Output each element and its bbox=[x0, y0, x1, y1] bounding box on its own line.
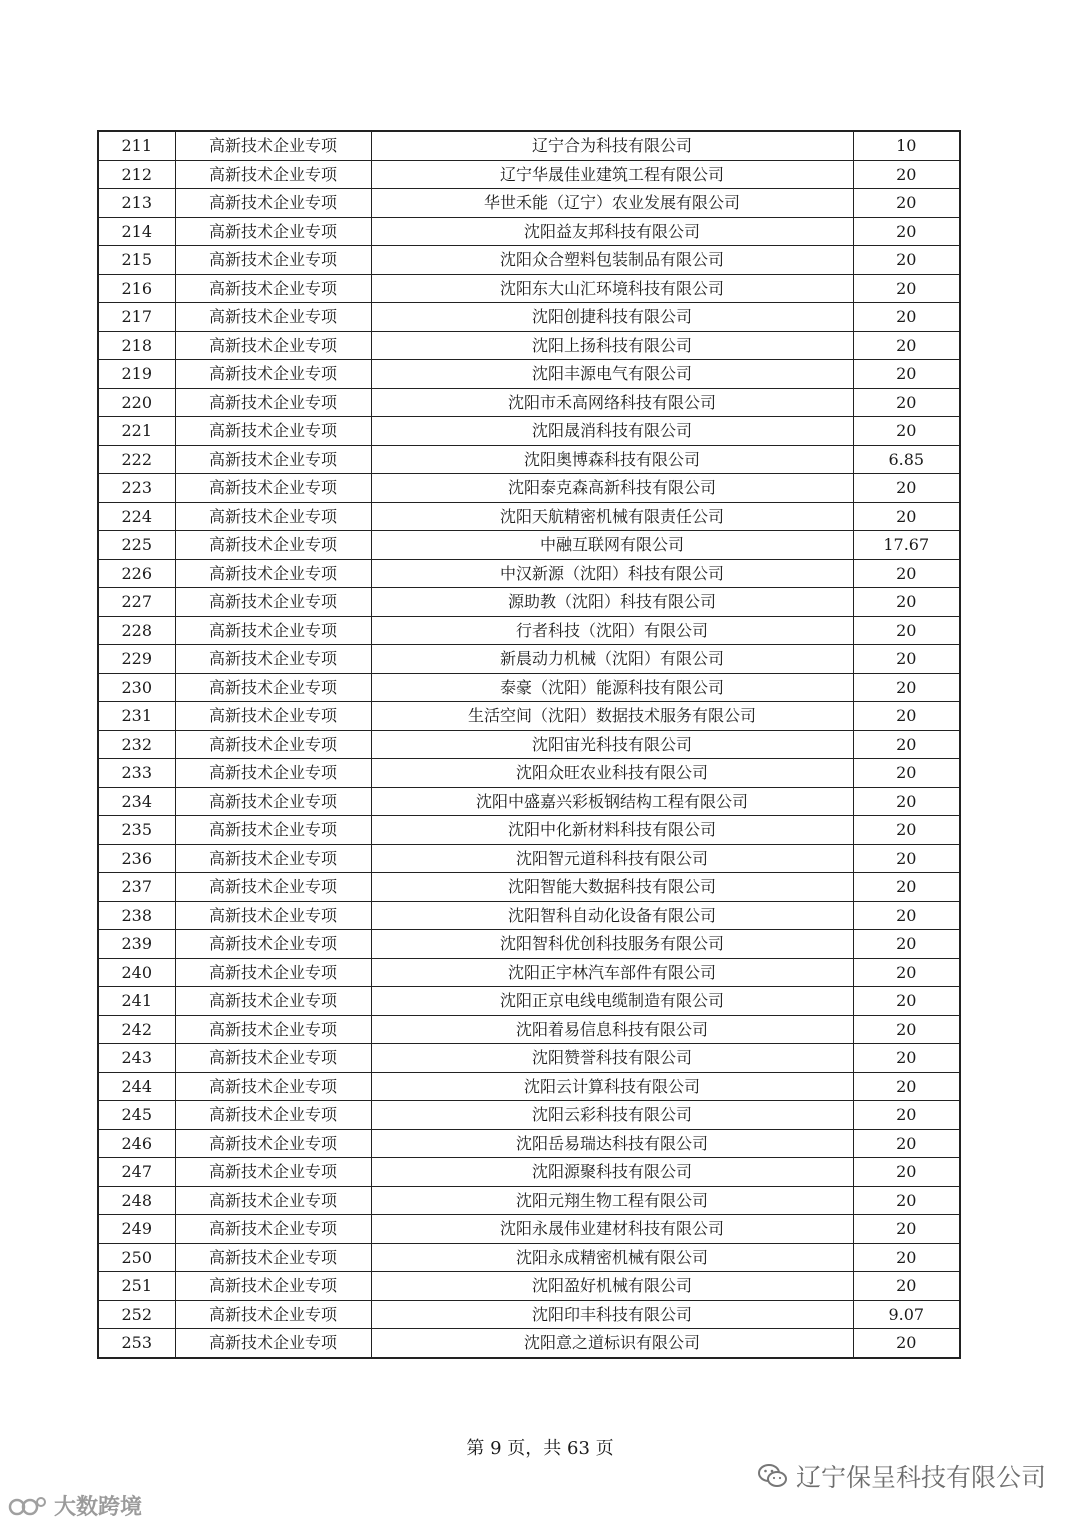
cell-row-number: 232 bbox=[98, 730, 175, 759]
cell-category: 高新技术企业专项 bbox=[175, 930, 371, 959]
cell-category: 高新技术企业专项 bbox=[175, 844, 371, 873]
cell-row-number: 221 bbox=[98, 417, 175, 446]
corner-watermark-text: 大数跨境 bbox=[54, 1495, 143, 1520]
table-row bbox=[98, 1215, 960, 1244]
cell-row-number: 238 bbox=[98, 901, 175, 930]
grant-list-table bbox=[97, 130, 961, 1359]
cell-amount: 20 bbox=[853, 1101, 960, 1130]
table-row bbox=[98, 930, 960, 959]
wechat-account-watermark bbox=[758, 1458, 1046, 1494]
cell-company-name: 中融互联网有限公司 bbox=[371, 531, 853, 560]
cell-company-name: 沈阳着易信息科技有限公司 bbox=[371, 1015, 853, 1044]
cell-company-name: 沈阳丰源电气有限公司 bbox=[371, 360, 853, 389]
cell-category: 高新技术企业专项 bbox=[175, 445, 371, 474]
cell-company-name: 沈阳众合塑料包装制品有限公司 bbox=[371, 246, 853, 275]
table-row bbox=[98, 1300, 960, 1329]
table-row bbox=[98, 1129, 960, 1158]
cell-category: 高新技术企业专项 bbox=[175, 474, 371, 503]
cell-row-number: 233 bbox=[98, 759, 175, 788]
cell-row-number: 244 bbox=[98, 1072, 175, 1101]
cell-company-name: 沈阳中化新材料科技有限公司 bbox=[371, 816, 853, 845]
table-row bbox=[98, 1243, 960, 1272]
table-row bbox=[98, 189, 960, 218]
cell-row-number: 216 bbox=[98, 274, 175, 303]
cell-amount: 20 bbox=[853, 901, 960, 930]
cell-company-name: 沈阳赞誉科技有限公司 bbox=[371, 1044, 853, 1073]
table-row bbox=[98, 673, 960, 702]
cell-category: 高新技术企业专项 bbox=[175, 502, 371, 531]
table-row bbox=[98, 1044, 960, 1073]
cell-company-name: 沈阳晟消科技有限公司 bbox=[371, 417, 853, 446]
cell-company-name: 沈阳云计算科技有限公司 bbox=[371, 1072, 853, 1101]
cell-amount: 20 bbox=[853, 417, 960, 446]
table-row bbox=[98, 1329, 960, 1358]
cell-row-number: 253 bbox=[98, 1329, 175, 1358]
page-number-footer: 第 9 页，共 63 页 bbox=[466, 1438, 614, 1459]
cell-row-number: 229 bbox=[98, 645, 175, 674]
cell-row-number: 237 bbox=[98, 873, 175, 902]
cell-category: 高新技术企业专项 bbox=[175, 531, 371, 560]
cell-company-name: 生活空间（沈阳）数据技术服务有限公司 bbox=[371, 702, 853, 731]
cell-amount: 20 bbox=[853, 274, 960, 303]
cell-category: 高新技术企业专项 bbox=[175, 1158, 371, 1187]
table-row bbox=[98, 588, 960, 617]
cell-category: 高新技术企业专项 bbox=[175, 616, 371, 645]
cell-company-name: 沈阳创捷科技有限公司 bbox=[371, 303, 853, 332]
table-row bbox=[98, 645, 960, 674]
cell-amount: 20 bbox=[853, 816, 960, 845]
table-row bbox=[98, 616, 960, 645]
cell-row-number: 220 bbox=[98, 388, 175, 417]
cell-category: 高新技术企业专项 bbox=[175, 958, 371, 987]
cell-row-number: 222 bbox=[98, 445, 175, 474]
cell-amount: 20 bbox=[853, 331, 960, 360]
cell-amount: 20 bbox=[853, 1129, 960, 1158]
cell-company-name: 辽宁华晟佳业建筑工程有限公司 bbox=[371, 160, 853, 189]
cell-row-number: 217 bbox=[98, 303, 175, 332]
cell-category: 高新技术企业专项 bbox=[175, 1015, 371, 1044]
cell-category: 高新技术企业专项 bbox=[175, 673, 371, 702]
cell-amount: 20 bbox=[853, 1215, 960, 1244]
table-row bbox=[98, 274, 960, 303]
cell-category: 高新技术企业专项 bbox=[175, 1101, 371, 1130]
cell-amount: 20 bbox=[853, 1329, 960, 1358]
brand-logo-icon bbox=[8, 1493, 48, 1519]
cell-company-name: 沈阳天航精密机械有限责任公司 bbox=[371, 502, 853, 531]
table-row bbox=[98, 388, 960, 417]
cell-row-number: 213 bbox=[98, 189, 175, 218]
cell-row-number: 212 bbox=[98, 160, 175, 189]
cell-category: 高新技术企业专项 bbox=[175, 274, 371, 303]
cell-company-name: 泰豪（沈阳）能源科技有限公司 bbox=[371, 673, 853, 702]
cell-row-number: 235 bbox=[98, 816, 175, 845]
cell-row-number: 239 bbox=[98, 930, 175, 959]
cell-company-name: 沈阳源聚科技有限公司 bbox=[371, 1158, 853, 1187]
cell-row-number: 223 bbox=[98, 474, 175, 503]
cell-amount: 20 bbox=[853, 958, 960, 987]
cell-company-name: 沈阳智科自动化设备有限公司 bbox=[371, 901, 853, 930]
cell-row-number: 224 bbox=[98, 502, 175, 531]
cell-company-name: 华世禾能（辽宁）农业发展有限公司 bbox=[371, 189, 853, 218]
cell-row-number: 231 bbox=[98, 702, 175, 731]
table-row bbox=[98, 303, 960, 332]
cell-row-number: 225 bbox=[98, 531, 175, 560]
wechat-icon bbox=[758, 1463, 788, 1489]
cell-row-number: 245 bbox=[98, 1101, 175, 1130]
cell-amount: 20 bbox=[853, 1158, 960, 1187]
cell-amount: 20 bbox=[853, 303, 960, 332]
cell-category: 高新技术企业专项 bbox=[175, 1243, 371, 1272]
cell-category: 高新技术企业专项 bbox=[175, 1129, 371, 1158]
cell-amount: 20 bbox=[853, 559, 960, 588]
cell-amount: 20 bbox=[853, 1186, 960, 1215]
cell-category: 高新技术企业专项 bbox=[175, 360, 371, 389]
cell-amount: 20 bbox=[853, 616, 960, 645]
cell-amount: 20 bbox=[853, 759, 960, 788]
wechat-account-name: 辽宁保呈科技有限公司 bbox=[795, 1463, 1046, 1492]
cell-row-number: 246 bbox=[98, 1129, 175, 1158]
cell-company-name: 行者科技（沈阳）有限公司 bbox=[371, 616, 853, 645]
cell-company-name: 沈阳意之道标识有限公司 bbox=[371, 1329, 853, 1358]
table-row bbox=[98, 531, 960, 560]
cell-category: 高新技术企业专项 bbox=[175, 759, 371, 788]
cell-amount: 20 bbox=[853, 673, 960, 702]
cell-amount: 20 bbox=[853, 160, 960, 189]
cell-category: 高新技术企业专项 bbox=[175, 189, 371, 218]
cell-company-name: 沈阳宙光科技有限公司 bbox=[371, 730, 853, 759]
cell-company-name: 沈阳云彩科技有限公司 bbox=[371, 1101, 853, 1130]
cell-company-name: 新晨动力机械（沈阳）有限公司 bbox=[371, 645, 853, 674]
cell-category: 高新技术企业专项 bbox=[175, 1072, 371, 1101]
cell-category: 高新技术企业专项 bbox=[175, 160, 371, 189]
cell-category: 高新技术企业专项 bbox=[175, 388, 371, 417]
cell-company-name: 沈阳市禾高网络科技有限公司 bbox=[371, 388, 853, 417]
cell-category: 高新技术企业专项 bbox=[175, 787, 371, 816]
cell-row-number: 227 bbox=[98, 588, 175, 617]
table-row bbox=[98, 816, 960, 845]
cell-amount: 20 bbox=[853, 217, 960, 246]
cell-amount: 20 bbox=[853, 360, 960, 389]
table-row bbox=[98, 958, 960, 987]
table-row bbox=[98, 360, 960, 389]
table-row bbox=[98, 873, 960, 902]
table-row bbox=[98, 1186, 960, 1215]
table-row bbox=[98, 702, 960, 731]
table-row bbox=[98, 844, 960, 873]
cell-amount: 20 bbox=[853, 388, 960, 417]
cell-company-name: 沈阳智科优创科技服务有限公司 bbox=[371, 930, 853, 959]
cell-company-name: 沈阳元翔生物工程有限公司 bbox=[371, 1186, 853, 1215]
cell-amount: 17.67 bbox=[853, 531, 960, 560]
cell-row-number: 248 bbox=[98, 1186, 175, 1215]
cell-amount: 20 bbox=[853, 702, 960, 731]
cell-category: 高新技术企业专项 bbox=[175, 331, 371, 360]
cell-category: 高新技术企业专项 bbox=[175, 1272, 371, 1301]
cell-amount: 20 bbox=[853, 1272, 960, 1301]
cell-company-name: 中汉新源（沈阳）科技有限公司 bbox=[371, 559, 853, 588]
cell-company-name: 沈阳正宇林汽车部件有限公司 bbox=[371, 958, 853, 987]
table-row bbox=[98, 1158, 960, 1187]
cell-row-number: 236 bbox=[98, 844, 175, 873]
table-row bbox=[98, 1272, 960, 1301]
table-row bbox=[98, 1072, 960, 1101]
cell-company-name: 沈阳永晟伟业建材科技有限公司 bbox=[371, 1215, 853, 1244]
cell-company-name: 沈阳永成精密机械有限公司 bbox=[371, 1243, 853, 1272]
cell-amount: 20 bbox=[853, 1072, 960, 1101]
table-row bbox=[98, 730, 960, 759]
table-row bbox=[98, 1015, 960, 1044]
cell-company-name: 沈阳众旺农业科技有限公司 bbox=[371, 759, 853, 788]
cell-category: 高新技术企业专项 bbox=[175, 303, 371, 332]
table-row bbox=[98, 1101, 960, 1130]
table-row bbox=[98, 246, 960, 275]
cell-row-number: 242 bbox=[98, 1015, 175, 1044]
table-row bbox=[98, 559, 960, 588]
cell-company-name: 沈阳中盛嘉兴彩板钢结构工程有限公司 bbox=[371, 787, 853, 816]
cell-amount: 20 bbox=[853, 787, 960, 816]
cell-row-number: 218 bbox=[98, 331, 175, 360]
cell-category: 高新技术企业专项 bbox=[175, 816, 371, 845]
cell-company-name: 沈阳岳易瑞达科技有限公司 bbox=[371, 1129, 853, 1158]
table-body bbox=[98, 131, 960, 1358]
cell-row-number: 250 bbox=[98, 1243, 175, 1272]
cell-company-name: 沈阳泰克森高新科技有限公司 bbox=[371, 474, 853, 503]
cell-row-number: 241 bbox=[98, 987, 175, 1016]
cell-company-name: 沈阳正京电线电缆制造有限公司 bbox=[371, 987, 853, 1016]
table-row bbox=[98, 502, 960, 531]
table-row bbox=[98, 759, 960, 788]
cell-category: 高新技术企业专项 bbox=[175, 702, 371, 731]
cell-company-name: 沈阳智元道科科技有限公司 bbox=[371, 844, 853, 873]
cell-amount: 20 bbox=[853, 246, 960, 275]
cell-amount: 20 bbox=[853, 844, 960, 873]
cell-amount: 20 bbox=[853, 502, 960, 531]
table-row bbox=[98, 217, 960, 246]
table-row bbox=[98, 474, 960, 503]
table-row bbox=[98, 445, 960, 474]
cell-category: 高新技术企业专项 bbox=[175, 217, 371, 246]
cell-category: 高新技术企业专项 bbox=[175, 1215, 371, 1244]
cell-row-number: 243 bbox=[98, 1044, 175, 1073]
cell-row-number: 252 bbox=[98, 1300, 175, 1329]
cell-amount: 10 bbox=[853, 131, 960, 160]
cell-row-number: 247 bbox=[98, 1158, 175, 1187]
cell-amount: 20 bbox=[853, 873, 960, 902]
cell-category: 高新技术企业专项 bbox=[175, 987, 371, 1016]
cell-amount: 20 bbox=[853, 930, 960, 959]
cell-company-name: 沈阳奥博森科技有限公司 bbox=[371, 445, 853, 474]
cell-category: 高新技术企业专项 bbox=[175, 873, 371, 902]
cell-amount: 6.85 bbox=[853, 445, 960, 474]
cell-company-name: 沈阳东大山汇环境科技有限公司 bbox=[371, 274, 853, 303]
cell-category: 高新技术企业专项 bbox=[175, 1300, 371, 1329]
cell-amount: 20 bbox=[853, 645, 960, 674]
cell-row-number: 215 bbox=[98, 246, 175, 275]
cell-category: 高新技术企业专项 bbox=[175, 588, 371, 617]
table-row bbox=[98, 417, 960, 446]
cell-amount: 20 bbox=[853, 1243, 960, 1272]
cell-category: 高新技术企业专项 bbox=[175, 1044, 371, 1073]
cell-amount: 20 bbox=[853, 987, 960, 1016]
cell-category: 高新技术企业专项 bbox=[175, 1186, 371, 1215]
cell-amount: 20 bbox=[853, 189, 960, 218]
cell-amount: 20 bbox=[853, 1044, 960, 1073]
table-row bbox=[98, 987, 960, 1016]
cell-category: 高新技术企业专项 bbox=[175, 559, 371, 588]
cell-category: 高新技术企业专项 bbox=[175, 730, 371, 759]
cell-row-number: 251 bbox=[98, 1272, 175, 1301]
cell-company-name: 辽宁合为科技有限公司 bbox=[371, 131, 853, 160]
cell-company-name: 沈阳智能大数据科技有限公司 bbox=[371, 873, 853, 902]
table-row bbox=[98, 160, 960, 189]
cell-category: 高新技术企业专项 bbox=[175, 645, 371, 674]
table-row bbox=[98, 131, 960, 160]
cell-company-name: 沈阳印丰科技有限公司 bbox=[371, 1300, 853, 1329]
table-row bbox=[98, 787, 960, 816]
cell-row-number: 219 bbox=[98, 360, 175, 389]
cell-row-number: 214 bbox=[98, 217, 175, 246]
cell-amount: 20 bbox=[853, 474, 960, 503]
cell-row-number: 228 bbox=[98, 616, 175, 645]
corner-watermark bbox=[8, 1490, 142, 1521]
cell-amount: 20 bbox=[853, 730, 960, 759]
cell-company-name: 沈阳益友邦科技有限公司 bbox=[371, 217, 853, 246]
cell-amount: 20 bbox=[853, 1015, 960, 1044]
cell-company-name: 源助教（沈阳）科技有限公司 bbox=[371, 588, 853, 617]
cell-row-number: 234 bbox=[98, 787, 175, 816]
cell-category: 高新技术企业专项 bbox=[175, 131, 371, 160]
cell-row-number: 226 bbox=[98, 559, 175, 588]
cell-row-number: 240 bbox=[98, 958, 175, 987]
cell-company-name: 沈阳盈好机械有限公司 bbox=[371, 1272, 853, 1301]
cell-amount: 20 bbox=[853, 588, 960, 617]
cell-category: 高新技术企业专项 bbox=[175, 246, 371, 275]
cell-category: 高新技术企业专项 bbox=[175, 901, 371, 930]
cell-category: 高新技术企业专项 bbox=[175, 1329, 371, 1358]
cell-row-number: 211 bbox=[98, 131, 175, 160]
cell-company-name: 沈阳上扬科技有限公司 bbox=[371, 331, 853, 360]
cell-amount: 9.07 bbox=[853, 1300, 960, 1329]
cell-category: 高新技术企业专项 bbox=[175, 417, 371, 446]
cell-row-number: 230 bbox=[98, 673, 175, 702]
table-row bbox=[98, 331, 960, 360]
table-row bbox=[98, 901, 960, 930]
cell-row-number: 249 bbox=[98, 1215, 175, 1244]
